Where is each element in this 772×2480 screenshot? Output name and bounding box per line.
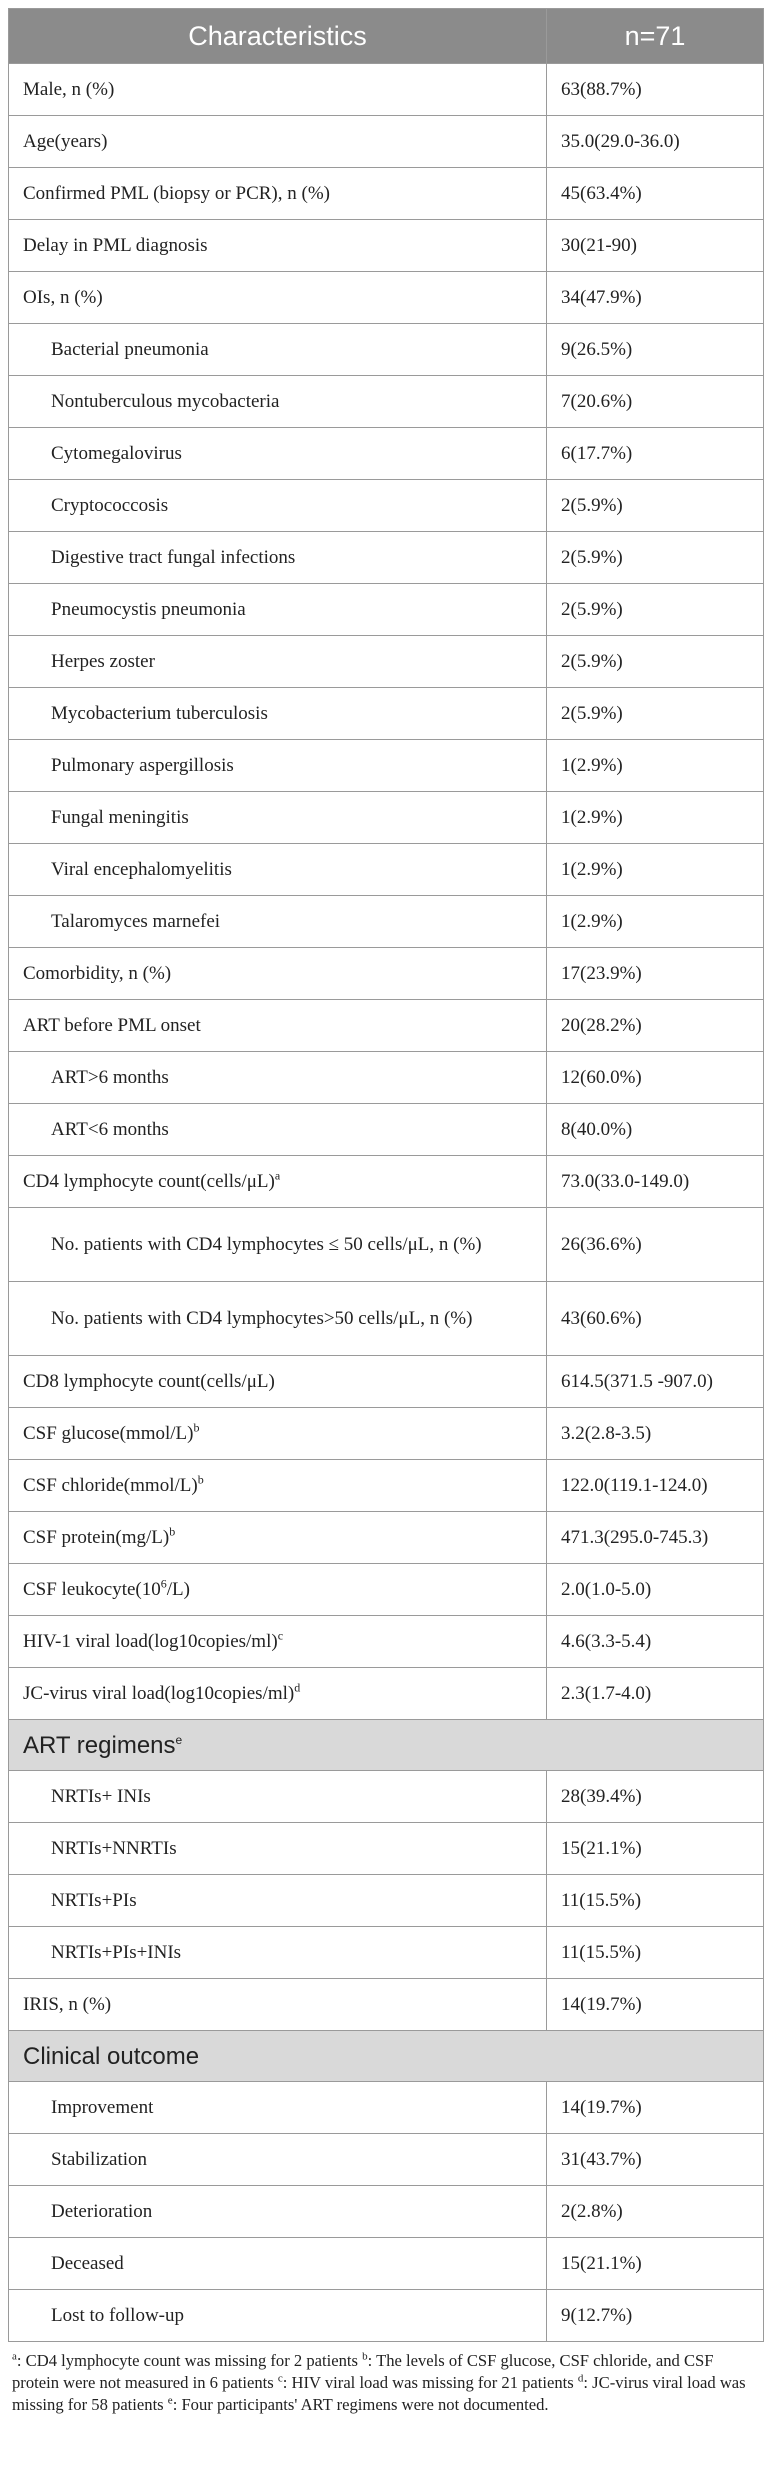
table-row	[9, 376, 764, 428]
table-row	[9, 428, 764, 480]
table-footnotes	[8, 2342, 764, 2416]
row-label: Herpes zoster	[9, 636, 547, 688]
row-value: 73.0(33.0-149.0)	[547, 1156, 764, 1208]
row-value: 31(43.7%)	[547, 2134, 764, 2186]
row-value: 26(36.6%)	[547, 1208, 764, 1282]
table-row	[9, 1208, 764, 1282]
footnote-mark: d	[577, 2372, 584, 2385]
table-row	[9, 2082, 764, 2134]
section-title	[9, 1720, 764, 1771]
table-row	[9, 1460, 764, 1512]
table-row	[9, 792, 764, 844]
row-value: 28(39.4%)	[547, 1771, 764, 1823]
table-row	[9, 948, 764, 1000]
row-value: 35.0(29.0-36.0)	[547, 116, 764, 168]
table-row	[9, 1823, 764, 1875]
row-label	[9, 1156, 547, 1208]
table-row	[9, 480, 764, 532]
table-row	[9, 2238, 764, 2290]
row-value: 30(21-90)	[547, 220, 764, 272]
row-value: 1(2.9%)	[547, 740, 764, 792]
table-row	[9, 1000, 764, 1052]
table-row	[9, 896, 764, 948]
row-label-text: JC-virus viral load(log10copies/ml)	[23, 1683, 295, 1704]
table-row	[9, 532, 764, 584]
row-value: 20(28.2%)	[547, 1000, 764, 1052]
table-row	[9, 1104, 764, 1156]
footnote-text: : Four participants' ART regimens were not documented.	[172, 2395, 549, 2414]
footnote-mark: b	[362, 2350, 368, 2363]
footnote-mark: b	[193, 1420, 200, 1435]
table-row	[9, 64, 764, 116]
row-label: No. patients with CD4 lymphocytes ≤ 50 cells/μL, n (%)	[9, 1208, 547, 1282]
row-value: 15(21.1%)	[547, 1823, 764, 1875]
row-value: 2(5.9%)	[547, 688, 764, 740]
characteristics-table-container	[8, 8, 764, 2416]
row-label: Viral encephalomyelitis	[9, 844, 547, 896]
table-row	[9, 1668, 764, 1720]
row-label	[9, 1564, 547, 1616]
row-label: Confirmed PML (biopsy or PCR), n (%)	[9, 168, 547, 220]
footnote-mark: b	[169, 1524, 176, 1539]
section-row-art-regimens	[9, 1720, 764, 1771]
row-label: Deterioration	[9, 2186, 547, 2238]
row-label: ART before PML onset	[9, 1000, 547, 1052]
section-row-clinical-outcome	[9, 2031, 764, 2082]
row-label	[9, 1616, 547, 1668]
row-value: 15(21.1%)	[547, 2238, 764, 2290]
table-row	[9, 1927, 764, 1979]
row-value: 45(63.4%)	[547, 168, 764, 220]
row-label: CD8 lymphocyte count(cells/μL)	[9, 1356, 547, 1408]
row-label	[9, 1460, 547, 1512]
row-label: Male, n (%)	[9, 64, 547, 116]
row-label	[9, 1408, 547, 1460]
row-value: 2(5.9%)	[547, 636, 764, 688]
row-value: 6(17.7%)	[547, 428, 764, 480]
header-characteristics: Characteristics	[9, 9, 547, 64]
table-row	[9, 220, 764, 272]
row-value: 8(40.0%)	[547, 1104, 764, 1156]
table-row	[9, 168, 764, 220]
table-row	[9, 324, 764, 376]
row-value: 2.0(1.0-5.0)	[547, 1564, 764, 1616]
row-label: Talaromyces marnefei	[9, 896, 547, 948]
row-label: Nontuberculous mycobacteria	[9, 376, 547, 428]
table-row	[9, 1156, 764, 1208]
row-label: IRIS, n (%)	[9, 1979, 547, 2031]
footnote-mark: c	[277, 2372, 283, 2385]
row-label	[9, 1512, 547, 1564]
row-value: 12(60.0%)	[547, 1052, 764, 1104]
header-n: n=71	[547, 9, 764, 64]
row-value: 43(60.6%)	[547, 1282, 764, 1356]
section-title-text: ART regimens	[23, 1731, 176, 1759]
characteristics-table	[8, 8, 764, 2342]
footnote-mark: b	[197, 1472, 204, 1487]
table-row	[9, 1282, 764, 1356]
row-label: Fungal meningitis	[9, 792, 547, 844]
row-value: 3.2(2.8-3.5)	[547, 1408, 764, 1460]
row-label: Age(years)	[9, 116, 547, 168]
table-row	[9, 1564, 764, 1616]
row-label: Cryptococcosis	[9, 480, 547, 532]
row-value: 614.5(371.5 -907.0)	[547, 1356, 764, 1408]
row-value: 9(12.7%)	[547, 2290, 764, 2342]
footnote-mark: e	[175, 1732, 183, 1747]
table-row	[9, 636, 764, 688]
row-label-text: CSF leukocyte(10	[23, 1579, 161, 1600]
table-row	[9, 116, 764, 168]
row-label-text: CD4 lymphocyte count(cells/μL)	[23, 1171, 275, 1192]
row-value: 4.6(3.3-5.4)	[547, 1616, 764, 1668]
section-title: Clinical outcome	[9, 2031, 764, 2082]
row-label-text: CSF glucose(mmol/L)	[23, 1423, 194, 1444]
row-label-text: HIV-1 viral load(log10copies/ml)	[23, 1631, 278, 1652]
row-label-text: CSF protein(mg/L)	[23, 1527, 170, 1548]
footnote-text: : HIV viral load was missing for 21 patients	[282, 2373, 578, 2392]
table-row	[9, 1979, 764, 2031]
row-label: Deceased	[9, 2238, 547, 2290]
row-label: Pulmonary aspergillosis	[9, 740, 547, 792]
row-value: 9(26.5%)	[547, 324, 764, 376]
table-row	[9, 1408, 764, 1460]
row-value: 471.3(295.0-745.3)	[547, 1512, 764, 1564]
footnote-mark: e	[167, 2394, 173, 2407]
row-label: No. patients with CD4 lymphocytes>50 cells/μL, n (%)	[9, 1282, 547, 1356]
table-header-row	[9, 9, 764, 64]
footnote-text: : CD4 lymphocyte count was missing for 2 patients	[16, 2351, 363, 2370]
table-row	[9, 2186, 764, 2238]
row-label-text: /L)	[166, 1579, 190, 1600]
table-row	[9, 1512, 764, 1564]
row-label: Pneumocystis pneumonia	[9, 584, 547, 636]
row-value: 1(2.9%)	[547, 844, 764, 896]
row-label: NRTIs+ INIs	[9, 1771, 547, 1823]
table-row	[9, 740, 764, 792]
exponent: 6	[160, 1576, 167, 1591]
footnote-mark: a	[12, 2350, 17, 2363]
row-value: 14(19.7%)	[547, 1979, 764, 2031]
row-value: 34(47.9%)	[547, 272, 764, 324]
table-row	[9, 2134, 764, 2186]
row-value: 11(15.5%)	[547, 1927, 764, 1979]
row-label: Delay in PML diagnosis	[9, 220, 547, 272]
footnote-mark: d	[294, 1680, 301, 1695]
footnote-text: : The levels of CSF glucose, CSF chloride, and CSF protein were not measured in 6 patients	[12, 2351, 714, 2392]
footnote-mark: c	[277, 1628, 284, 1643]
row-value: 1(2.9%)	[547, 896, 764, 948]
footnote-mark: a	[274, 1168, 281, 1183]
row-value: 17(23.9%)	[547, 948, 764, 1000]
row-value: 2(5.9%)	[547, 584, 764, 636]
row-label: ART>6 months	[9, 1052, 547, 1104]
row-label: NRTIs+PIs	[9, 1875, 547, 1927]
row-value: 2(5.9%)	[547, 480, 764, 532]
row-label: Lost to follow-up	[9, 2290, 547, 2342]
row-label: Bacterial pneumonia	[9, 324, 547, 376]
row-label: Digestive tract fungal infections	[9, 532, 547, 584]
row-label: Stabilization	[9, 2134, 547, 2186]
table-row	[9, 844, 764, 896]
table-row	[9, 1052, 764, 1104]
row-value: 2.3(1.7-4.0)	[547, 1668, 764, 1720]
table-row	[9, 1875, 764, 1927]
row-label: OIs, n (%)	[9, 272, 547, 324]
table-row	[9, 1356, 764, 1408]
row-value: 2(5.9%)	[547, 532, 764, 584]
row-label: Comorbidity, n (%)	[9, 948, 547, 1000]
table-row	[9, 1616, 764, 1668]
row-label	[9, 1668, 547, 1720]
table-row	[9, 272, 764, 324]
footnote-text: : JC-virus viral load was missing for 58 patients	[12, 2373, 746, 2414]
row-label: Cytomegalovirus	[9, 428, 547, 480]
row-label: Mycobacterium tuberculosis	[9, 688, 547, 740]
row-value: 2(2.8%)	[547, 2186, 764, 2238]
row-label: Improvement	[9, 2082, 547, 2134]
row-value: 63(88.7%)	[547, 64, 764, 116]
row-label-text: CSF chloride(mmol/L)	[23, 1475, 198, 1496]
table-row	[9, 584, 764, 636]
table-row	[9, 688, 764, 740]
row-value: 11(15.5%)	[547, 1875, 764, 1927]
row-label: NRTIs+PIs+INIs	[9, 1927, 547, 1979]
row-label: NRTIs+NNRTIs	[9, 1823, 547, 1875]
row-value: 1(2.9%)	[547, 792, 764, 844]
table-row	[9, 2290, 764, 2342]
table-row	[9, 1771, 764, 1823]
row-value: 122.0(119.1-124.0)	[547, 1460, 764, 1512]
row-value: 7(20.6%)	[547, 376, 764, 428]
row-label: ART<6 months	[9, 1104, 547, 1156]
row-value: 14(19.7%)	[547, 2082, 764, 2134]
